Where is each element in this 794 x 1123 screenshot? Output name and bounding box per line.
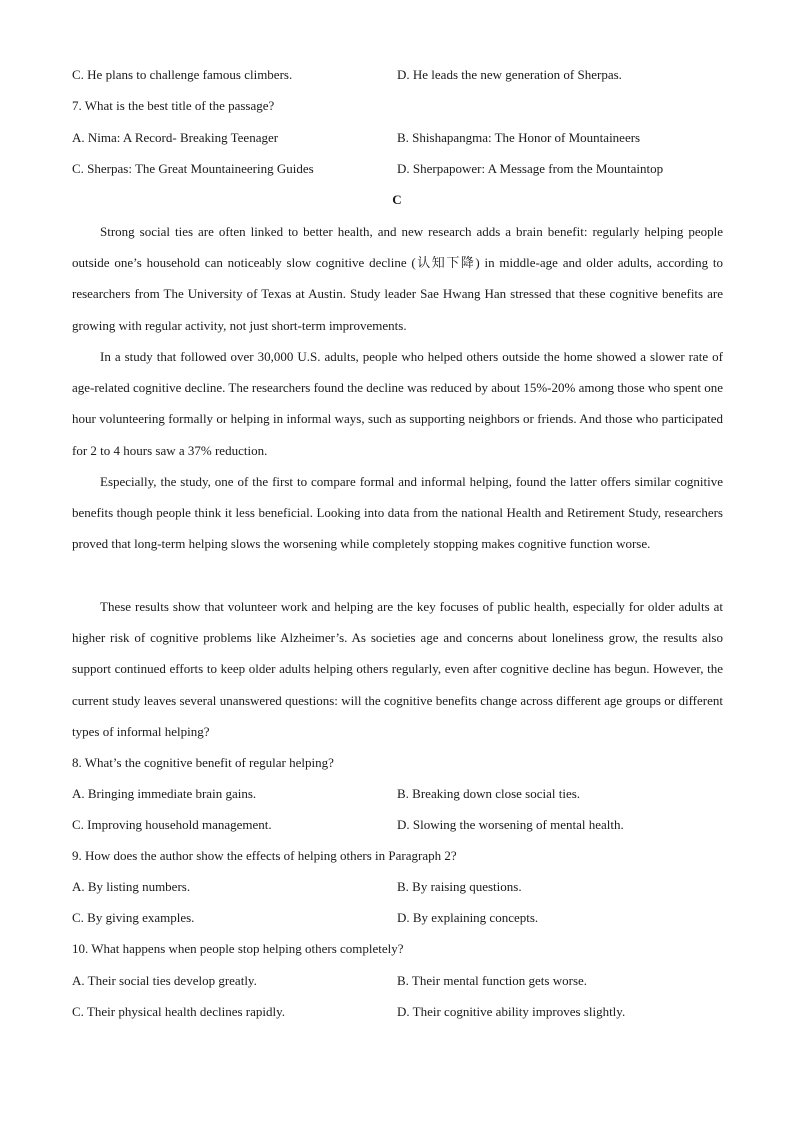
- q9-option-c: C. By giving examples.: [72, 910, 195, 925]
- q9-option-d: D. By explaining concepts.: [397, 910, 539, 925]
- q7-question: 7. What is the best title of the passage?: [72, 98, 275, 113]
- passage-paragraph-4: These results show that volunteer work and helping are the key focuses of public health, especially for older adults at higher risk of cognitive problems like Alzheimer’s. As societies age and concerns about loneliness grow, the results also support continued efforts to keep older adults helping others regularly, even after cognitive decline has begun. However, the current study leaves several unanswered questions: will the cognitive benefits change across different age groups or different types of informal helping?: [72, 599, 723, 739]
- q8-option-a: A. Bringing immediate brain gains.: [72, 786, 257, 801]
- q7-option-d: D. Sherpapower: A Message from the Mountaintop: [397, 161, 664, 176]
- q10-option-d: D. Their cognitive ability improves slightly.: [397, 1004, 626, 1019]
- q7-option-c: C. Sherpas: The Great Mountaineering Guides: [72, 161, 314, 176]
- q9-options-row-ab: [72, 879, 732, 897]
- section-title: C: [392, 192, 402, 207]
- q9-option-a: A. By listing numbers.: [72, 879, 191, 894]
- q8-option-d: D. Slowing the worsening of mental health.: [397, 817, 624, 832]
- q8-option-c: C. Improving household management.: [72, 817, 272, 832]
- q7-option-a: A. Nima: A Record- Breaking Teenager: [72, 130, 279, 145]
- q6-option-d: D. He leads the new generation of Sherpas.: [397, 67, 622, 82]
- q9-question: 9. How does the author show the effects of helping others in Paragraph 2?: [72, 848, 457, 863]
- q8-options-row-cd: [72, 817, 732, 835]
- q8-question: 8. What’s the cognitive benefit of regular helping?: [72, 755, 334, 770]
- passage-paragraph-1: Strong social ties are often linked to better health, and new research adds a brain benefit: regularly helping people outside one’s household can noticeably slow cognitive decline (认知下降) in middle-age and older adults, according to researchers from The University of Texas at Austin. Study leader Sae Hwang Han stressed that these cognitive benefits are growing with regular activity, not just short-term improvements.: [72, 224, 723, 333]
- q6-option-c: C. He plans to challenge famous climbers.: [72, 67, 293, 82]
- q7-options-row-ab: [72, 130, 732, 148]
- q10-option-c: C. Their physical health declines rapidly.: [72, 1004, 285, 1019]
- passage-paragraph-2: In a study that followed over 30,000 U.S. adults, people who helped others outside the home showed a slower rate of age-related cognitive decline. The researchers found the decline was reduced by about 15%-20% among those who spent one hour volunteering formally or helping in informal ways, such as supporting neighbors or friends. And those who participated for 2 to 4 hours saw a 37% reduction.: [72, 349, 723, 458]
- passage-paragraph-3: Especially, the study, one of the first to compare formal and informal helping, found the latter offers similar cognitive benefits though people think it less beneficial. Looking into data from the national Health and Retirement Study, researchers proved that long-term helping slows the worsening while completely stopping makes cognitive function worse.: [72, 474, 723, 552]
- q8-options-row-ab: [72, 786, 732, 804]
- q10-question: 10. What happens when people stop helping others completely?: [72, 941, 404, 956]
- q8-option-b: B. Breaking down close social ties.: [397, 786, 581, 801]
- q10-option-a: A. Their social ties develop greatly.: [72, 973, 257, 988]
- q7-option-b: B. Shishapangma: The Honor of Mountaineers: [397, 130, 641, 145]
- q10-option-b: B. Their mental function gets worse.: [397, 973, 588, 988]
- q10-options-row-ab: [72, 973, 732, 991]
- q6-options-row-cd: [72, 67, 732, 85]
- q7-options-row-cd: [72, 161, 732, 179]
- q9-option-b: B. By raising questions.: [397, 879, 522, 894]
- q10-options-row-cd: [72, 1004, 732, 1022]
- q9-options-row-cd: [72, 910, 732, 928]
